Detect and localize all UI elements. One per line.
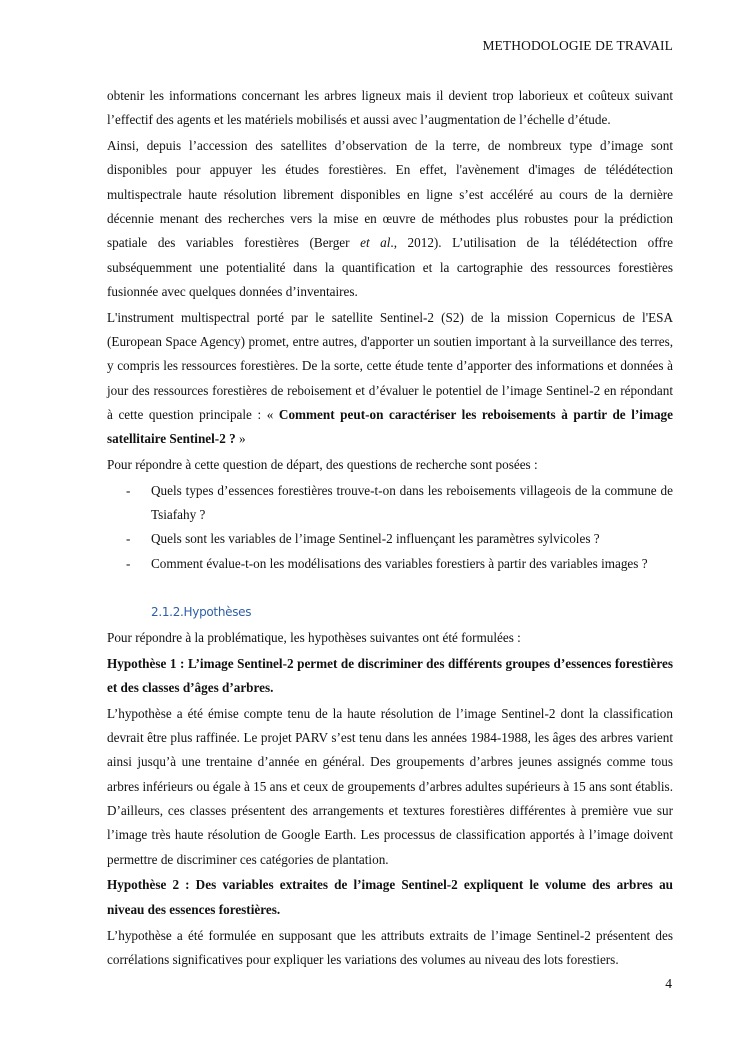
list-item bbox=[107, 552, 673, 576]
page-body bbox=[107, 84, 673, 974]
list-item-text: Quels types d’essences forestières trouve-t-on dans les reboisements villageois de la commune de Tsiafahy ? bbox=[151, 482, 673, 523]
paragraph-intro: obtenir les informations concernant les arbres ligneux mais il devient trop laborieux et coûteux suivant l’effectif des agents et les matériels mobilisés et aussi avec l’augmentation de l’échelle d’étude. bbox=[107, 88, 673, 128]
hypotheses-intro: Pour répondre à la problématique, les hypothèses suivantes ont été formulées : bbox=[107, 629, 521, 645]
hypothesis-2-title: Hypothèse 2 : Des variables extraites de l’image Sentinel-2 expliquent le volume des arbres au niveau des essences forestières. bbox=[107, 877, 673, 917]
section-heading: 2.1.2.Hypothèses bbox=[151, 604, 252, 619]
running-header: METHODOLOGIE DE TRAVAIL bbox=[482, 38, 673, 53]
hypothesis-2-text: L’hypothèse a été formulée en supposant que les attributs extraits de l’image Sentinel-2 présentent des corrélations significatives pour expliquer les variations des volumes au niveau des lots forestiers. bbox=[107, 927, 673, 967]
hypothesis-1-text: L’hypothèse a été émise compte tenu de la haute résolution de l’image Sentinel-2 dont la classification devrait être plus raffinée. Le projet PARV s’est tenu dans les années 1984-1988, les âges des arbres varient ainsi jusqu’à une trentaine d’année en général. Des groupements d’arbres jeunes assignés comme tous arbres inférieurs ou égale à 15 ans et ceux de groupements d’arbres adultes supérieurs à 15 ans sont établis. D’ailleurs, ces classes présentent des arrangements et textures forestières différentes à première vue sur l’image très haute résolution de Google Earth. Les processus de classification apportés à l’image doivent permettre de discriminer ces catégories de plantation. bbox=[107, 705, 673, 867]
paragraph-sentinel bbox=[107, 306, 673, 452]
list-item bbox=[107, 527, 673, 551]
paragraph-text: » bbox=[235, 431, 246, 447]
paragraph-questions-intro: Pour répondre à cette question de départ, des questions de recherche sont posées : bbox=[107, 456, 538, 472]
bullet-dash: - bbox=[126, 531, 131, 547]
list-item-text: Comment évalue-t-on les modélisations des variables forestiers à partir des variables images ? bbox=[151, 555, 648, 571]
research-questions-list bbox=[107, 479, 673, 576]
paragraph-remote-sensing bbox=[107, 134, 673, 304]
citation-et-al: et al bbox=[360, 235, 391, 251]
paragraph-text: ., 2012). L’utilisation de la télédétection offre subséquemment une potentialité dans la quantification et la cartographie des ressources forestières fusionnée avec quelques données d’inventaires. bbox=[107, 235, 673, 299]
paragraph-text: Ainsi, depuis l’accession des satellites d’observation de la terre, de nombreux type d’image sont disponibles pour appuyer les études forestières. En effet, l'avènement d'images de télédétection multispectrale haute résolution librement disponibles en ligne s’est accéléré au cours de la dernière décennie menant des recherches vers la mise en œuvre de méthodes plus robustes pour la prédiction spatiale des variables forestières (Berger bbox=[107, 138, 673, 251]
paragraph-text: L'instrument multispectral porté par le satellite Sentinel-2 (S2) de la mission Copernicus de l'ESA (European Space Agency) promet, entre autres, d'apporter un soutien important à la surveillance des terres, y compris les ressources forestières. De la sorte, cette étude tente d’apporter des informations et données à jour des ressources forestières de reboisement et d’évaluer le potentiel de l’image Sentinel-2 en répondant à cette question principale : « bbox=[107, 309, 673, 422]
list-item bbox=[107, 479, 673, 528]
hypothesis-1-title: Hypothèse 1 : L’image Sentinel-2 permet de discriminer des différents groupes d’essences forestières et des classes d’âges d’arbres. bbox=[107, 655, 673, 696]
main-question: Comment peut-on caractériser les reboisements à partir de l’image satellitaire Sentinel-2 ? bbox=[107, 406, 673, 447]
page-number: 4 bbox=[665, 976, 672, 991]
bullet-dash: - bbox=[126, 555, 131, 571]
bullet-dash: - bbox=[126, 482, 131, 498]
list-item-text: Quels sont les variables de l’image Sentinel-2 influençant les paramètres sylvicoles ? bbox=[151, 531, 600, 547]
